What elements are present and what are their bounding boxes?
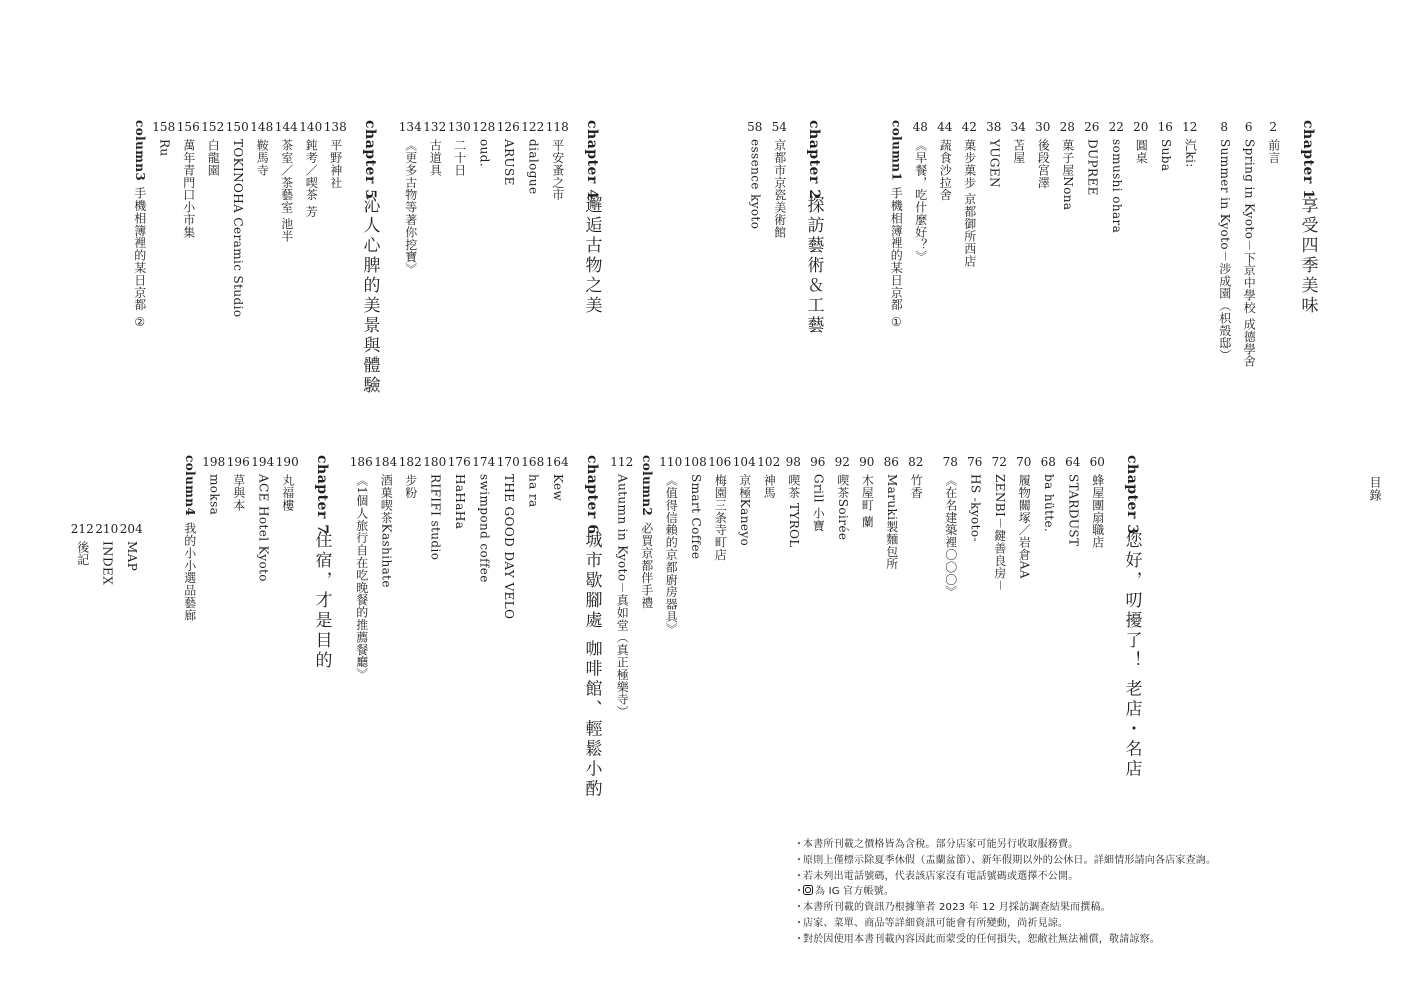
toc-entry[interactable] (1080, 120, 1105, 196)
entry-label: 步粉 (403, 474, 418, 499)
page-number: 108 (683, 455, 707, 469)
toc-entry[interactable] (497, 455, 522, 619)
page-number: 128 (472, 120, 496, 134)
toc-entry[interactable] (1178, 120, 1203, 168)
toc-entry[interactable] (472, 120, 497, 167)
entry-label: Grill 小寶 (811, 474, 826, 532)
toc-entry[interactable] (1213, 120, 1238, 362)
toc-entry[interactable] (708, 455, 733, 561)
toc-entry[interactable] (201, 120, 226, 176)
entry-label: 前言 (1266, 139, 1281, 164)
page-number: 110 (659, 455, 683, 469)
column-entry[interactable] (178, 455, 203, 621)
toc-entry[interactable] (1031, 120, 1056, 189)
toc-entry[interactable] (1129, 120, 1154, 164)
toc-entry[interactable] (324, 120, 349, 189)
toc-entry[interactable] (299, 120, 324, 218)
page-number: 130 (447, 120, 471, 134)
entry-label: 酒菓喫茶Kashihate (379, 474, 394, 588)
toc-entry[interactable] (782, 455, 807, 548)
entry-label: ARUSE (501, 139, 516, 186)
page-number: 132 (423, 120, 447, 134)
page-number: 96 (810, 455, 826, 469)
toc-entry[interactable] (448, 455, 473, 529)
entry-label: 圓桌 (1134, 139, 1149, 164)
page-number: 42 (961, 120, 977, 134)
entry-label: 木屋町 蘭 (860, 474, 875, 528)
entry-label: ha ra (526, 474, 541, 508)
page-number: 126 (496, 120, 520, 134)
page-number: 184 (374, 455, 398, 469)
toc-entry[interactable] (71, 522, 96, 566)
chapter-tag: chapter 1 (1300, 120, 1316, 200)
chapter-tag: chapter 6 (584, 455, 600, 535)
chapter-tag: chapter 4 (584, 120, 600, 200)
chapter-title: 您好，叨擾了！ 老店・名店 (1121, 531, 1142, 780)
entry-label: dialogue (526, 139, 541, 195)
chapter-tag: chapter 5 (362, 120, 378, 200)
entry-label: 鈍考／喫茶 芳 (304, 139, 319, 218)
page-number: 6 (1244, 120, 1253, 134)
entry-label: oud. (477, 139, 492, 168)
toc-entry[interactable] (733, 455, 758, 546)
entry-label: 白龍園 (206, 139, 221, 177)
toc-entry[interactable] (276, 455, 301, 511)
toc-entry[interactable] (1012, 455, 1037, 579)
column-tag: column2 (639, 455, 654, 517)
page-number: 152 (201, 120, 225, 134)
chapter-7-block (178, 455, 339, 671)
page-number: 168 (521, 455, 545, 469)
page-number: 204 (119, 522, 143, 536)
page-number: 58 (747, 120, 763, 134)
page-number: 48 (912, 120, 928, 134)
toc-entry[interactable] (933, 120, 958, 201)
page-number: 196 (226, 455, 250, 469)
entry-label: 草與本 (231, 474, 246, 512)
entry-label (181, 455, 199, 621)
chapter-1-block (884, 120, 1324, 368)
toc-entry[interactable] (95, 522, 120, 585)
page-number: 148 (250, 120, 274, 134)
page-number: 194 (251, 455, 275, 469)
chapter-4-block (399, 120, 609, 316)
page-number: 106 (708, 455, 732, 469)
page-number: 190 (275, 455, 299, 469)
toc-entry[interactable] (855, 455, 880, 528)
page-number: 44 (937, 120, 953, 134)
page-number: 102 (757, 455, 781, 469)
chapter-title: 享受四季美味 (1297, 196, 1318, 316)
toc-entry[interactable] (521, 455, 546, 508)
toc-entry[interactable] (226, 120, 251, 317)
entry-label: 竹香 (909, 474, 924, 499)
entry-label: 梅園三条寺町店 (713, 474, 728, 561)
entry-label: 《早餐，吃什麼好？》 (913, 139, 928, 263)
toc-entry[interactable] (546, 455, 571, 501)
toc-entry[interactable] (120, 522, 145, 571)
toc-entry[interactable] (757, 455, 782, 499)
entry-label: HS -kyoto- (968, 474, 983, 542)
page-number: 64 (1065, 455, 1081, 469)
page-number: 22 (1108, 120, 1124, 134)
toc-entry[interactable] (806, 455, 831, 532)
page-number: 164 (545, 455, 569, 469)
entry-label: 《1個人旅行自在吃晚餐的推薦餐廳》 (354, 474, 369, 681)
notes-list (794, 837, 1354, 948)
entry-label: Ru (157, 139, 172, 157)
entry-label: YUGEN (987, 139, 1002, 188)
toc-entry[interactable] (1237, 120, 1262, 368)
toc-entry[interactable] (1154, 120, 1179, 171)
page-number: 210 (95, 522, 119, 536)
entry-label: STARDUST (1066, 474, 1081, 547)
page-number: 68 (1040, 455, 1056, 469)
entry-label: Suba (1158, 139, 1173, 172)
chapter-tag: chapter 2 (806, 120, 822, 200)
entry-label: 鞍馬寺 (255, 139, 270, 177)
entry-label: 《在名建築裡〇〇〇》 (943, 474, 958, 598)
toc-entry[interactable] (982, 120, 1007, 188)
toc-entry[interactable] (399, 120, 424, 275)
entry-label: 菓步菓步 京都御所西店 (962, 139, 977, 268)
page-number: 54 (771, 120, 787, 134)
entry-label: essence kyoto (748, 139, 763, 230)
toc-entry[interactable] (1105, 120, 1130, 233)
page-number: 76 (967, 455, 983, 469)
chapter-title: 邂逅古物之美 (581, 196, 602, 316)
page-number: 198 (202, 455, 226, 469)
toc-entry[interactable] (202, 455, 227, 515)
chapter-tag: chapter 3 (1124, 455, 1140, 535)
chapter-title: 探訪藝術＆工藝 (803, 196, 824, 336)
page-number: 12 (1182, 120, 1198, 134)
toc-entry[interactable] (904, 455, 929, 499)
note-item: ・本書所刊載的資訊乃根據筆者 2023 年 12 月採訪調查結果而撰稿。 (794, 902, 1111, 914)
chapter-5-block (128, 120, 387, 396)
page-number: 98 (785, 455, 801, 469)
page-number: 176 (447, 455, 471, 469)
chapter-heading (798, 120, 830, 336)
entry-label: swimpond coffee (477, 474, 492, 583)
page-number: 86 (883, 455, 899, 469)
page-number: 38 (986, 120, 1002, 134)
page-number: 28 (1059, 120, 1075, 134)
toc-entry[interactable] (251, 455, 276, 582)
page-number: 90 (859, 455, 875, 469)
toc-entry[interactable] (610, 455, 635, 718)
entry-label: 丸福樓 (280, 474, 295, 512)
entry-label: ZENBI－鍵善良房－ (992, 474, 1007, 592)
toc-entry[interactable] (399, 455, 424, 499)
toc-entry[interactable] (743, 120, 768, 229)
toc-entry[interactable] (472, 455, 497, 583)
toc-entry[interactable] (963, 455, 988, 542)
entry-label: 喫茶Soirée (835, 474, 850, 541)
entry-label: 喫茶 TYROL (786, 474, 801, 548)
toc-entry[interactable] (958, 120, 983, 267)
column-title: 手機相簿裡的某日京都 ② (132, 187, 147, 330)
page-number: 30 (1035, 120, 1051, 134)
page-number: 70 (1016, 455, 1032, 469)
chapter-6-block (350, 455, 609, 799)
entry-label: 古道具 (428, 139, 443, 177)
page-number: 78 (942, 455, 958, 469)
entry-label: HaHaHa (452, 474, 467, 530)
toc-entry[interactable] (1037, 455, 1062, 532)
toc-entry[interactable] (423, 455, 448, 560)
entry-label: Smart Coffee (688, 474, 703, 560)
page-number: 144 (274, 120, 298, 134)
toc-entry[interactable] (768, 120, 793, 238)
entry-label: 京都市京瓷美術館 (772, 139, 787, 239)
page-number: 118 (545, 120, 569, 134)
back-matter-block (71, 522, 145, 585)
entry-label: 京極Kaneyo (737, 474, 752, 547)
note-item: ・對於因使用本書刊載內容因此而蒙受的任何損失，恕敝社無法補償，敬請諒察。 (794, 933, 1160, 945)
toc-entry[interactable] (227, 455, 252, 511)
entry-label: 《值得信賴的京都廚房器具》 (664, 474, 679, 636)
entry-label: Summer in Kyoto－涉成園（枳殼邸） (1217, 139, 1232, 362)
toc-entry[interactable] (546, 120, 571, 201)
chapter-3-block (610, 455, 1148, 779)
column-entry[interactable] (128, 120, 153, 330)
page-number: 140 (299, 120, 323, 134)
entry-label: 蔬食沙拉舍 (938, 139, 953, 201)
column-tag: column4 (182, 455, 197, 517)
entry-label: 平野神社 (328, 139, 343, 189)
page-number: 20 (1133, 120, 1149, 134)
entry-label: Maruki製麵包所 (884, 474, 899, 571)
page-number: 26 (1084, 120, 1100, 134)
page-number: 122 (521, 120, 545, 134)
entry-label (131, 120, 149, 330)
page-number: 92 (834, 455, 850, 469)
page-number: 82 (908, 455, 924, 469)
toc-entry[interactable] (1056, 120, 1081, 210)
toc-entry[interactable] (177, 120, 202, 238)
entry-label: TOKINOHA Ceramic Studio (230, 139, 245, 318)
note-item: ・ 為 IG 官方帳號。 (794, 886, 895, 898)
chapter-tag: chapter 7 (314, 455, 330, 535)
page-number: 2 (1269, 120, 1278, 134)
page-number: 150 (225, 120, 249, 134)
entry-label: moksa (207, 474, 222, 516)
entry-label: MAP (124, 541, 139, 572)
page-number: 158 (152, 120, 176, 134)
toc-entry[interactable] (152, 120, 177, 157)
page-number: 180 (423, 455, 447, 469)
chapter-title: 沁人心脾的美景與體驗 (359, 196, 380, 396)
entry-label: Autumn in Kyoto－真如堂（真正極樂寺） (615, 474, 630, 718)
toc-entry[interactable] (350, 455, 375, 680)
page-number: 16 (1157, 120, 1173, 134)
entry-label: 《更多古物等著你挖寶》 (403, 139, 418, 276)
chapter-heading (576, 455, 608, 799)
toc-entry[interactable] (423, 120, 448, 176)
toc-entry[interactable] (988, 455, 1013, 592)
entry-label: ACE Hotel Kyoto (256, 474, 271, 582)
entry-label: 萬年青門口小市集 (181, 139, 196, 239)
entry-label: 神馬 (762, 474, 777, 499)
column-tag: column1 (889, 120, 904, 182)
page-number: 182 (398, 455, 422, 469)
chapter-heading (306, 455, 338, 671)
toc-entry[interactable] (521, 120, 546, 194)
column-tag: column3 (132, 120, 147, 182)
entry-label: 汽ki: (1183, 139, 1198, 168)
entry-label: 履物關塚／岩倉AA (1017, 474, 1032, 579)
entry-label: Spring in Kyoto－下京中學校 成德學舍 (1242, 139, 1257, 368)
column-title: 必買京都伴手禮 (639, 522, 654, 609)
page-number: 134 (398, 120, 422, 134)
entry-label (887, 120, 905, 330)
toc-entry[interactable] (1061, 455, 1086, 546)
column-title: 手機相簿裡的某日京都 ① (889, 187, 904, 330)
toc-entry[interactable] (939, 455, 964, 598)
chapter-heading (1116, 455, 1148, 779)
chapter-title: 住宿，才是目的 (311, 531, 332, 671)
entry-label: DUPREE (1085, 139, 1100, 196)
page-number: 60 (1089, 455, 1105, 469)
toc-entry[interactable] (880, 455, 905, 570)
page-number: 186 (349, 455, 373, 469)
entry-label: 苫屋 (1011, 139, 1026, 164)
chapter-heading (576, 120, 608, 316)
page-number: 34 (1010, 120, 1026, 134)
entry-label: 茶室／茶藝室 池半 (279, 139, 294, 243)
page-number: 138 (323, 120, 347, 134)
page-number: 170 (496, 455, 520, 469)
note-item: ・若未列出電話號碼，代表該店家沒有電話號碼或選擇不公開。 (794, 870, 1079, 882)
entry-label: Kew (550, 474, 565, 502)
entry-label: ba hütte. (1041, 474, 1056, 533)
toc-entry[interactable] (275, 120, 300, 242)
note-item: ・店家、菜單、商品等詳細資訊可能會有所變動，尚祈見諒。 (794, 917, 1069, 929)
page-number: 72 (991, 455, 1007, 469)
entry-label: 蜂屋團扇職店 (1090, 474, 1105, 549)
entry-label: somushi ohara (1109, 139, 1124, 234)
entry-label: 二十日 (452, 139, 467, 177)
entry-label: RIFIFI studio (428, 474, 443, 561)
toc-entry[interactable] (684, 455, 709, 559)
toc-entry[interactable] (448, 120, 473, 176)
note-item: ・本書所刊載之價格皆為含稅。部分店家可能另行收取服務費。 (794, 839, 1079, 850)
column-entry[interactable] (635, 455, 660, 609)
chapter-2-block (743, 120, 830, 336)
toc-entry[interactable] (1086, 455, 1111, 548)
toc-entry[interactable] (250, 120, 275, 176)
page-number: 156 (176, 120, 200, 134)
page-number: 212 (70, 522, 94, 536)
toc-entry[interactable] (497, 120, 522, 186)
page-label: 目錄 (1368, 476, 1382, 502)
toc-entry[interactable] (1007, 120, 1032, 164)
toc-entry[interactable] (374, 455, 399, 588)
toc-entry[interactable] (1262, 120, 1287, 164)
entry-label: THE GOOD DAY VELO (501, 474, 516, 620)
page-number: 104 (732, 455, 756, 469)
chapter-title: 城市歇腳處 咖啡館、輕鬆小酌 (581, 531, 602, 800)
page-number: 112 (610, 455, 634, 469)
entry-label: 菓子屋Nona (1060, 139, 1075, 211)
instagram-icon (803, 885, 813, 895)
chapter-heading (354, 120, 386, 396)
column-title: 我的小小選品藝廊 (182, 522, 197, 622)
toc-entry[interactable] (659, 455, 684, 635)
entry-label: 後段宮澤 (1036, 139, 1051, 189)
chapter-heading (1292, 120, 1324, 316)
page-number: 8 (1220, 120, 1229, 134)
entry-label: 後記 (75, 541, 90, 566)
entry-label (638, 455, 656, 609)
column-entry[interactable] (884, 120, 909, 330)
page-number: 174 (472, 455, 496, 469)
note-item: ・原則上僅標示除夏季休假（盂蘭盆節）、新年假期以外的公休日。詳細情形請向各店家查詢。 (794, 854, 1217, 866)
entry-label: 平安蚤之市 (550, 139, 565, 201)
toc-entry[interactable] (831, 455, 856, 540)
toc-entry[interactable] (909, 120, 934, 263)
entry-label: INDEX (100, 541, 115, 586)
